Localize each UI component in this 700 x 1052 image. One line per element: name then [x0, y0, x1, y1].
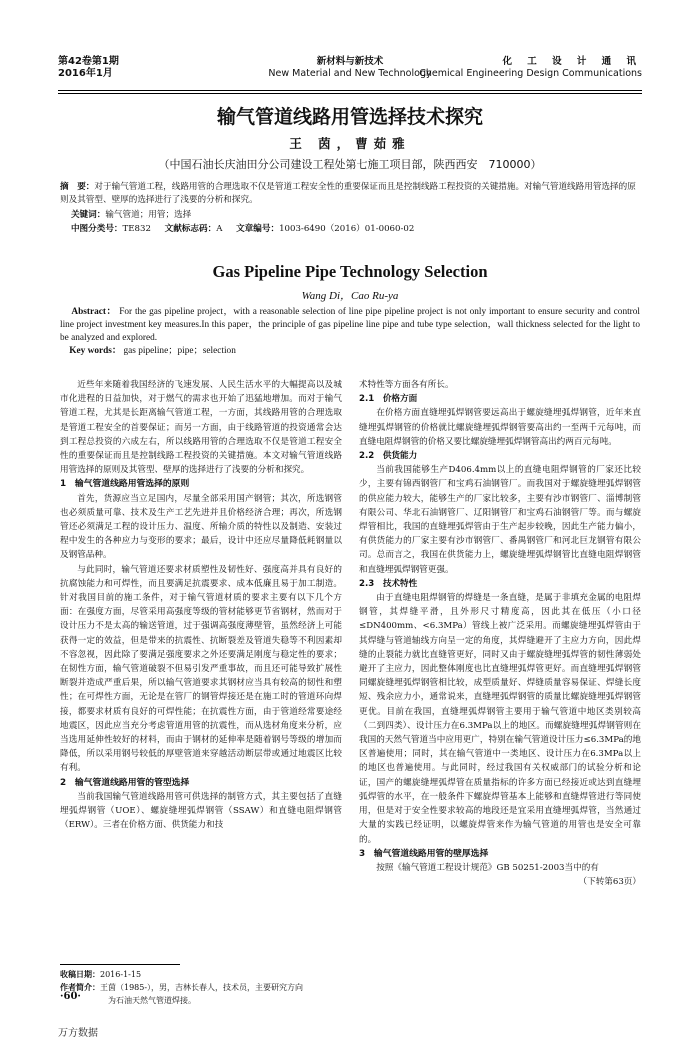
abstract-en-text: For the gas pipeline project，with a reasonable selection of line pipe pipeline project is not only important to ensure security and control line project investment key measures.In this paper，the principle of gas pipeline line pipe and tube type selection，wall thickness selected for the light to be analyzed and explored. [60, 307, 641, 343]
abstract-cn [60, 181, 640, 207]
section-1-paragraph-1: 首先，货源应当立足国内，尽量全部采用国产钢管；其次，所选钢管也必须质量可靠、技术及生产工艺先进并且价格经济合理；再次，所选钢管还必须满足工程的设计压力、温度、所输介质的特性以及制造、安装过程中发生的各种应力与变形的要求；最后，设计中还应尽量降低耗钢量以及钢管品种。 [60, 493, 342, 561]
header-rule-thin [58, 93, 642, 94]
abstract-cn-label: 摘 要： [60, 182, 95, 192]
received-date: 2016-1-15 [100, 970, 142, 979]
keywords-en-label: Key words： [69, 346, 122, 356]
authors-cn: 王 茵，曹茹雅 [289, 136, 411, 151]
subsection-heading-2-1: 2.1 价格方面 [359, 394, 418, 405]
abstract-en-label: Abstract： [71, 307, 117, 317]
doc-code-value: A [216, 224, 223, 234]
article-title-cn: 输气管道线路用管选择技术探究 [216, 106, 483, 128]
section-heading-2: 2 输气管道线路用管的管型选择 [60, 777, 190, 788]
affiliation-cn: （中国石油长庆油田分公司建设工程处第七施工项目部，陕西西安 710000） [158, 158, 542, 171]
subsection-2-2-paragraph: 当前我国能够生产D406.4mm以上的直缝电阻焊钢管的厂家还比较少，主要有锦西钢管厂和宝鸡石油钢管厂。而我国对于螺旋缝埋弧焊钢管的供应能力较大，能够生产的厂家比较多，主要有沙市钢管厂、淄博制管有限公司、华北石油钢管厂、辽阳钢管厂和宝鸡石油钢管厂等。而与螺旋焊管相比，我国的直缝埋弧焊管由于生产起步较晚，因此生产能力偏小，有供货能力的厂家主要有沙市钢管厂、番禺钢管厂和河北巨龙钢管有限公司。总而言之，我国在供货能力上，螺旋缝埋弧焊钢管比直缝电阻焊钢管和直缝埋弧焊钢管更强。 [359, 465, 641, 575]
subsection-heading-2-2: 2.2 供货能力 [359, 451, 418, 462]
running-header [58, 56, 642, 90]
header-rule-thick [58, 90, 642, 91]
volume-issue: 第42卷第1期 [58, 56, 119, 67]
continued-note: （下转第63页） [578, 877, 641, 888]
abstract-cn-text: 对于输气管道工程，线路用管的合理选取不仅是管道工程安全性的重要保证而且是控制线路工程投资的关键措施。对输气管道线路用管选择的原则及其管型、壁厚的选择进行了浅要的分析和探究。 [60, 182, 636, 205]
section-topic-en: New Material and New Technology [268, 68, 432, 79]
received-date-line [60, 968, 342, 981]
article-id-label: 文章编号： [236, 224, 280, 234]
section-1-paragraph-2: 与此同时，输气管道还要求材质塑性及韧性好、强度高并具有良好的抗腐蚀能力和可焊性，而且要满足抗震要求、成本低廉且易于加工制造。针对我国目前的施工条件，对于输气管道材质的要求主要有以下几个方面：在强度方面，尽管采用高强度等级的管材能够更节省钢材，然而对于设计压力不是太高的输送管道，过于强调高强度薄壁管，虽然经济上可能获得一定的效益，但是带来的抗震性、抗断裂差及管道失稳等不利因素却不容忽视，因此除了要满足强度要求之外还要满足刚度与稳定性的要求；在韧性方面，输气管道破裂不但易引发严重事故，而且还可能导致扩展性断裂并造成严重后果，所以输气管道要求其钢材应当具有较高的韧性和塑性；在可焊性方面，无论是在管厂的钢管焊接还是在施工时的管道环向焊接，都要求材质有良好的可焊性能；在抗震性方面，由于管道经常要途经地震区，因此应当充分考虑管道用管的抗震性，而从选材角度来分析，应当选用延伸性较好的材料，而由于钢材的延伸率是随着钢号等级的增加而降低，所以采用钢号较低的厚壁管道来穿越活动断层带或通过地震区比较有利。 [60, 564, 342, 774]
author-bio-line-2: 为石油天然气管道焊接。 [108, 996, 196, 1005]
clc-label: 中图分类号： [70, 224, 123, 234]
intro-paragraph: 近些年来随着我国经济的飞速发展、人民生活水平的大幅提高以及城市化进程的日益加快，对于燃气的需求也开始了迅猛地增加。而对于输气管道工程，尤其是长距离输气管道工程，一方面，其线路用管的合理选取是管道工程安全的首要保证；而另一方面，由于线路管道的投资通常会达到工程总投资的六成左右，所以线路用管的合理选取不仅是管道工程安全性的重要保证而且是控制线路工程投资的关键措施。本文对输气管道线路用管选择的原则及其管型、壁厚的选择进行了浅要的分析和探究。 [60, 380, 342, 476]
authors-en: Wang Di，Cao Ru-ya [301, 290, 399, 302]
section-2-paragraph-1: 当前我国输气管道线路用管可供选择的制管方式，其主要包括了直缝埋弧焊钢管（UOE）、螺旋缝埋弧焊钢管（SSAW）和直缝电阻焊钢管（ERW）。三者在价格方面、供货能力和技 [60, 791, 342, 831]
section-topic-cn: 新材料与新技术 [316, 56, 384, 67]
author-bio-line-1 [60, 981, 342, 994]
keywords-cn [60, 209, 640, 222]
section-3-paragraph: 按照《输气管道工程设计规范》GB 50251-2003当中的有 [376, 862, 599, 873]
footnote-rule [60, 964, 180, 965]
subsection-2-1-paragraph: 在价格方面直缝埋弧焊钢管要远高出于螺旋缝埋弧焊钢管，近年来直缝埋弧焊钢管的价格就比螺旋缝埋弧焊钢管要高出约一至两千元每吨，而直缝电阻焊钢管的价格又要比螺旋缝埋弧焊钢管高出约两百元每吨。 [359, 408, 641, 447]
journal-name-en: Chemical Engineering Design Communications [419, 68, 642, 79]
section-heading-1: 1 输气管道线路用管选择的原则 [60, 479, 190, 490]
article-title-en: Gas Pipeline Pipe Technology Selection [212, 262, 488, 281]
section-heading-3: 3 输气管道线路用管的壁厚选择 [359, 848, 489, 859]
footnote [60, 968, 342, 1007]
author-bio-text-1: 王茵（1985-），男，吉林长春人，技术员，主要研究方向 [100, 983, 304, 992]
abstract-en [60, 306, 640, 358]
clc-value: TE832 [122, 224, 151, 234]
watermark: 万方数据 [58, 1028, 98, 1039]
header-right [419, 56, 642, 80]
author-bio-label: 作者简介： [60, 983, 100, 992]
keywords-cn-label: 关键词： [70, 210, 106, 220]
section-2-paragraph-1-cont: 术特性等方面各有所长。 [359, 380, 454, 390]
received-label: 收稿日期： [60, 970, 100, 979]
subsection-heading-2-3: 2.3 技术特性 [359, 578, 418, 589]
keywords-cn-text: 输气管道；用管；选择 [105, 210, 192, 220]
page-number: ·60· [60, 991, 81, 1002]
article-id-value: 1003-6490（2016）01-0060-02 [279, 224, 415, 234]
body-column-right [359, 378, 641, 889]
subsection-2-3-paragraph: 由于直缝电阻焊钢管的焊缝是一条直缝，是属于非填充金属的电阻焊钢管，其焊缝平滑，且外形尺寸精度高，因此其在低压（小口径≤DN400mm、<6.3MPa）管线上被广泛采用。而螺旋缝埋弧焊管由于其焊缝与管道轴线方向呈一定的角度，其焊缝避开了主应力方向，因此焊缝的止裂能力就比直缝管更好，同时又由于螺旋缝埋弧焊管的韧性薄弱处避开了主应力，因此整体刚度也比直缝埋弧焊管更好。而直缝埋弧焊钢管同螺旋缝埋弧焊钢管相比较，成型质量好、焊缝质量容易保证、焊缝长度短、残余应力小，通常说来，直缝埋弧焊钢管的质量比螺旋缝埋弧焊钢管更优。目前在我国，直缝埋弧焊钢管主要用于输气管道中地区类别较高（二到四类）、设计压力在6.3MPa以上的地区。而螺旋缝埋弧焊钢管则在我国的天然气管道当中应用更广，特别在输气管道设计压力≤6.3MPa的地区普遍使用；同时，其在输气管道中一类地区、设计压力在6.3MPa以上的地区也普遍使用。与此同时，经过我国有关权威部门的试验分析和论证，国产的螺旋缝埋弧焊管在质量指标的许多方面已经接近或达到直缝埋弧焊管的水平，在一般条件下螺旋焊管基本上能够和直缝焊管进行等同使用，但是对于安全性要求较高的地段还是宜采用直缝埋弧焊管，当然通过大量的实践已经证明，以螺旋焊管来作为输气管道的用管也是安全可靠的。 [359, 593, 641, 845]
doc-code-label: 文献标志码： [164, 224, 217, 234]
body-column-left [60, 378, 342, 833]
classification-line [60, 223, 640, 236]
journal-name-cn: 化 工 设 计 通 讯 [502, 56, 642, 67]
keywords-en-text: gas pipeline；pipe；selection [123, 346, 236, 356]
issue-date: 2016年1月 [58, 68, 113, 79]
